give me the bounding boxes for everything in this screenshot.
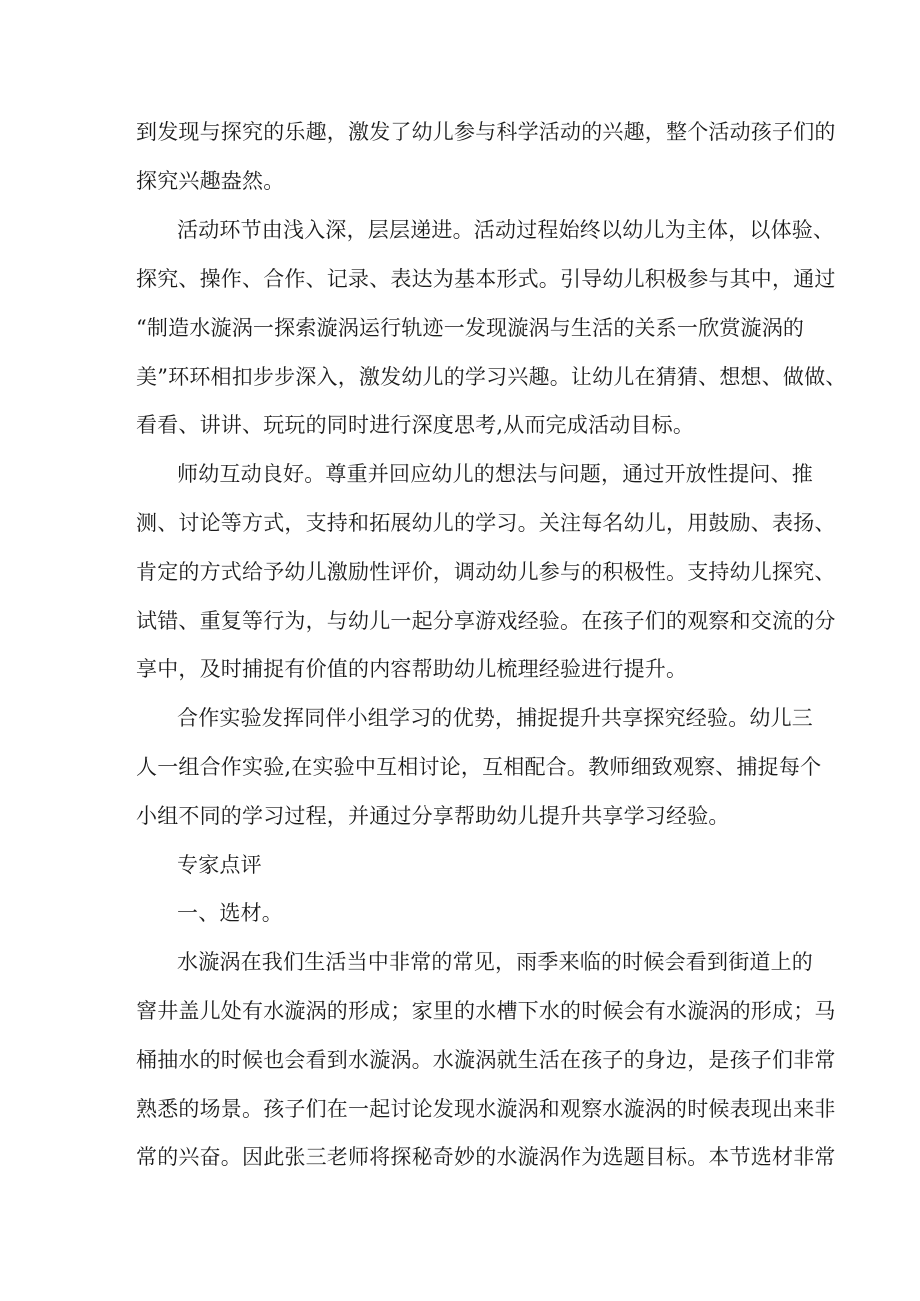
text-line: 试错、重复等行为，与幼儿一起分享游戏经验。在孩子们的观察和交流的分: [136, 609, 836, 633]
text-line: 看看、讲讲、玩玩的同时进行深度思考,从而完成活动目标。: [136, 413, 695, 437]
text-line: 到发现与探究的乐趣，激发了幼儿参与科学活动的兴趣，整个活动孩子们的: [136, 120, 836, 144]
text-line: 熟悉的场景。孩子们在一起讨论发现水漩涡和观察水漩涡的时候表现出来非: [136, 1097, 836, 1121]
text-line: 师幼互动良好。尊重并回应幼儿的想法与问题，通过开放性提问、推: [177, 462, 813, 486]
text-line: 测、讨论等方式，支持和拓展幼儿的学习。关注每名幼儿，用鼓励、表扬、: [136, 511, 836, 535]
text-line: 探究兴趣盎然。: [136, 169, 285, 193]
text-line: 享中，及时捕捉有价值的内容帮助幼儿梳理经验进行提升。: [136, 657, 688, 681]
text-line: 窨井盖儿处有水漩涡的形成；家里的水槽下水的时候会有水漩涡的形成；马: [136, 999, 836, 1023]
text-line: 探究、操作、合作、记录、表达为基本形式。引导幼儿积极参与其中，通过: [136, 267, 836, 291]
subsection-heading: 一、选材。: [177, 901, 283, 925]
section-heading: 专家点评: [177, 853, 262, 877]
text-line: 美”环环相扣步步深入，激发幼儿的学习兴趣。让幼儿在猜猜、想想、做做、: [136, 365, 847, 389]
text-line: 小组不同的学习过程，并通过分享帮助幼儿提升共享学习经验。: [136, 804, 730, 828]
text-line: 合作实验发挥同伴小组学习的优势，捕捉提升共享探究经验。幼儿三: [177, 706, 813, 730]
text-line: 活动环节由浅入深，层层递进。活动过程始终以幼儿为主体，以体验、: [177, 218, 835, 242]
text-line: 人一组合作实验,在实验中互相讨论，互相配合。教师细致观察、捕捉每个: [136, 755, 822, 779]
text-line: “制造水漩涡一探索漩涡运行轨迹一发现漩涡与生活的关系一欣赏漩涡的: [136, 316, 805, 340]
text-line: 肯定的方式给予幼儿激励性评价，调动幼儿参与的积极性。支持幼儿探究、: [136, 560, 836, 584]
text-line: 水漩涡在我们生活当中非常的常见，雨季来临的时候会看到街道上的: [177, 950, 813, 974]
text-line: 常的兴奋。因此张三老师将探秘奇妙的水漩涡作为选题目标。本节选材非常: [136, 1145, 836, 1169]
text-line: 桶抽水的时候也会看到水漩涡。水漩涡就生活在孩子的身边，是孩子们非常: [136, 1048, 836, 1072]
